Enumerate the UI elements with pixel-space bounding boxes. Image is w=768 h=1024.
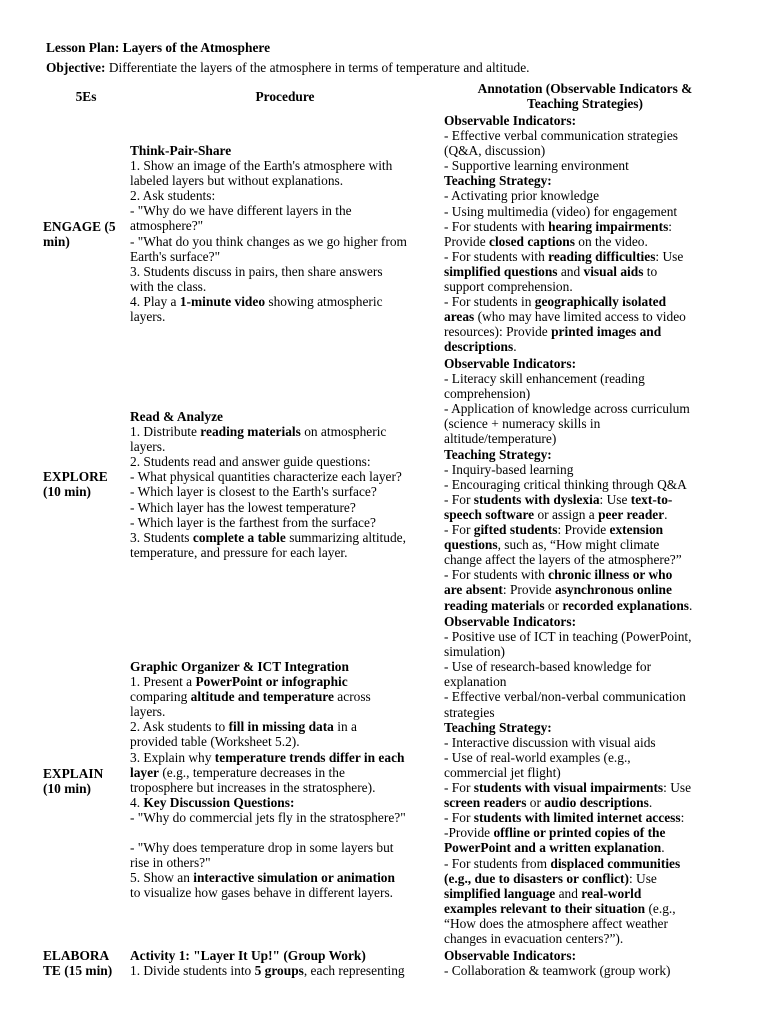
annotation-line xyxy=(444,522,727,537)
procedure-text: 2. Ask students: xyxy=(130,188,216,204)
objective-text: Differentiate the layers of the atmosphere in terms of temperature and altitude. xyxy=(108,60,530,75)
procedure-text: layer xyxy=(130,764,159,780)
annotation-text: descriptions xyxy=(444,339,514,355)
annotation-text: offline or printed copies of the xyxy=(493,825,666,841)
procedure-text: labeled layers but without explanations. xyxy=(130,173,344,189)
annotation-line xyxy=(444,840,727,855)
page-title: Lesson Plan: Layers of the Atmosphere xyxy=(46,40,271,55)
annotation-text: strategies xyxy=(444,704,495,720)
annotation-text: - For students with xyxy=(444,567,549,583)
annotation-line xyxy=(444,750,727,765)
annotation-text: are absent xyxy=(444,582,503,598)
annotation-text: and xyxy=(555,885,582,901)
annotation-line xyxy=(444,173,727,188)
procedure-line xyxy=(130,158,442,173)
annotation-text: : Use xyxy=(628,870,657,886)
procedure-line xyxy=(130,855,442,870)
annotation-line xyxy=(444,948,727,963)
procedure-text: 3. Students xyxy=(130,529,193,545)
annotation-text: - Encouraging critical thinking through Q&A xyxy=(444,476,687,492)
annotation-text: - Collaboration & teamwork (group work) xyxy=(444,963,671,979)
procedure-line xyxy=(130,719,442,734)
annotation-text: gifted students xyxy=(473,522,558,538)
annotation-text: to xyxy=(643,263,658,279)
procedure-line xyxy=(130,500,442,515)
annotation-line xyxy=(444,916,727,931)
procedure-text: to visualize how gases behave in different layers. xyxy=(130,885,394,901)
procedure-text: - "What do you think changes as we go higher from xyxy=(130,233,407,249)
annotation-text: Observable Indicators: xyxy=(444,356,577,371)
annotation-text: Teaching Strategy: xyxy=(444,719,552,735)
procedure-text: Activity 1: "Layer It Up!" (Group Work) xyxy=(130,948,366,963)
annotation-text: . xyxy=(648,795,653,811)
annotation-line xyxy=(444,582,727,597)
header-5es: 5Es xyxy=(75,89,97,104)
annotation-text: and xyxy=(557,263,584,279)
procedure-line xyxy=(130,264,442,279)
header-annotation xyxy=(444,81,726,111)
procedure-text: 1. Present a xyxy=(130,674,196,690)
annotation-text: - For xyxy=(444,780,474,796)
procedure-text: layers. xyxy=(130,309,166,325)
procedure-text: - What physical quantities characterize each layer? xyxy=(130,469,402,485)
annotation-text: changes in evacuation centers?”). xyxy=(444,930,624,946)
phase-label xyxy=(43,469,127,499)
annotation-text: Teaching Strategy: xyxy=(444,173,552,189)
procedure-line xyxy=(130,765,442,780)
procedure-line xyxy=(130,885,442,900)
annotation-line xyxy=(444,825,727,840)
procedure-text: 3. Explain why xyxy=(130,749,215,765)
annotation-text: displaced communities xyxy=(550,855,681,871)
annotation-text: text-to- xyxy=(630,491,673,507)
header-annotation-line1: Annotation (Observable Indicators & xyxy=(477,81,693,96)
annotation-text: simplified questions xyxy=(444,263,558,279)
annotation-text: resources): Provide xyxy=(444,324,552,340)
procedure-line xyxy=(130,143,442,158)
annotation-text: real-world xyxy=(581,885,642,901)
annotation-line xyxy=(444,614,727,629)
annotation-line xyxy=(444,644,727,659)
procedure-text: fill in missing data xyxy=(228,719,334,735)
annotation-text: reading difficulties xyxy=(548,248,656,264)
phase-label xyxy=(43,219,127,249)
annotation-line xyxy=(444,158,727,173)
annotation-line xyxy=(444,507,727,522)
annotation-text: questions xyxy=(444,537,498,553)
annotation-text: Observable Indicators: xyxy=(444,614,577,629)
annotation-text: - Effective verbal communication strategies xyxy=(444,128,678,144)
procedure-line xyxy=(130,810,442,825)
annotation-text: simulation) xyxy=(444,644,505,660)
procedure-text: - Which layer is the farthest from the surface? xyxy=(130,514,376,530)
annotation-text: PowerPoint and a written explanation xyxy=(444,840,662,856)
annotation-text: printed images and xyxy=(551,324,662,340)
procedure-line xyxy=(130,515,442,530)
annotation-text: commercial jet flight) xyxy=(444,764,561,780)
annotation-text: students with limited internet access xyxy=(473,810,681,826)
annotation-text: - For xyxy=(444,491,474,507)
procedure-text: 1. Distribute xyxy=(130,424,201,440)
procedure-text: rise in others?" xyxy=(130,855,211,871)
annotation-line xyxy=(444,386,727,401)
annotation-text: or xyxy=(526,795,545,811)
procedure-text: provided table (Worksheet 5.2). xyxy=(130,734,300,750)
procedure-line xyxy=(130,780,442,795)
annotation-text: or assign a xyxy=(534,506,599,522)
annotation-text: support comprehension. xyxy=(444,279,573,295)
procedure-line xyxy=(130,439,442,454)
procedure-cell xyxy=(130,948,442,978)
annotation-text: students with visual impairments xyxy=(473,780,664,796)
annotation-text: altitude/temperature) xyxy=(444,431,557,447)
procedure-line xyxy=(130,188,442,203)
annotation-text: (e.g., due to disasters or conflict) xyxy=(444,870,629,886)
annotation-line xyxy=(444,324,727,339)
procedure-text: 1. Divide students into xyxy=(130,963,255,979)
annotation-line xyxy=(444,447,727,462)
procedure-text: - Which layer is closest to the Earth's surface? xyxy=(130,484,377,500)
procedure-text: across xyxy=(333,689,371,705)
annotation-text: -Provide xyxy=(444,825,494,841)
annotation-line xyxy=(444,492,727,507)
procedure-line xyxy=(130,294,442,309)
annotation-line xyxy=(444,309,727,324)
procedure-text: comparing xyxy=(130,689,191,705)
annotation-text: (e.g., xyxy=(645,900,676,916)
procedure-line xyxy=(130,825,442,840)
phase-line: (10 min) xyxy=(43,781,91,797)
annotation-line xyxy=(444,629,727,644)
annotation-text: : Provide xyxy=(502,582,555,598)
procedure-text: 5 groups xyxy=(254,963,304,979)
phase-label xyxy=(43,766,127,796)
procedure-line xyxy=(130,484,442,499)
procedure-line xyxy=(130,424,442,439)
annotation-line xyxy=(444,128,727,143)
annotation-line xyxy=(444,856,727,871)
procedure-text: temperature, and pressure for each layer. xyxy=(130,544,348,560)
procedure-text: layers. xyxy=(130,439,166,455)
procedure-text: - "Why do commercial jets fly in the stratosphere?" xyxy=(130,809,406,825)
annotation-text: peer reader xyxy=(598,506,665,522)
annotation-line xyxy=(444,780,727,795)
annotation-text: - Interactive discussion with visual aids xyxy=(444,734,656,750)
annotation-line xyxy=(444,537,727,552)
annotation-text: (science + numeracy skills in xyxy=(444,416,601,432)
annotation-text: : xyxy=(668,218,673,234)
procedure-line xyxy=(130,704,442,719)
annotation-text: - For xyxy=(444,522,474,538)
header-annotation-line2: Teaching Strategies) xyxy=(527,96,643,112)
annotation-line xyxy=(444,963,727,978)
annotation-text: - For students with xyxy=(444,218,549,234)
annotation-text: - Literacy skill enhancement (reading xyxy=(444,371,645,387)
annotation-text: - For students with xyxy=(444,248,549,264)
phase-line: ENGAGE (5 xyxy=(43,219,116,234)
annotation-text: students with dyslexia xyxy=(473,491,600,507)
procedure-text: complete a table xyxy=(192,529,286,545)
annotation-line xyxy=(444,416,727,431)
annotation-line xyxy=(444,795,727,810)
procedure-text: interactive simulation or animation xyxy=(193,870,395,886)
annotation-text: chronic illness or who xyxy=(548,567,673,583)
phase-line: TE (15 min) xyxy=(43,963,113,979)
annotation-text: Teaching Strategy: xyxy=(444,446,552,462)
procedure-text: Graphic Organizer & ICT Integration xyxy=(130,659,349,674)
annotation-text: asynchronous online xyxy=(554,582,672,598)
objective xyxy=(46,60,530,75)
annotation-text: geographically isolated xyxy=(534,294,667,310)
annotation-line xyxy=(444,234,727,249)
annotation-text: examples relevant to their situation xyxy=(444,900,646,916)
procedure-text: layers. xyxy=(130,704,166,720)
procedure-line xyxy=(130,203,442,218)
annotation-text: - Use of real-world examples (e.g., xyxy=(444,749,631,765)
phase-line: (10 min) xyxy=(43,484,91,500)
annotation-text: : Use xyxy=(663,780,692,796)
procedure-text: 2. Ask students to xyxy=(130,719,229,735)
annotation-line xyxy=(444,931,727,946)
procedure-line xyxy=(130,545,442,560)
procedure-text: reading materials xyxy=(200,424,301,440)
procedure-line xyxy=(130,948,442,963)
annotation-line xyxy=(444,735,727,750)
procedure-text: 2. Students read and answer guide questions: xyxy=(130,454,371,470)
annotation-text: Observable Indicators: xyxy=(444,948,577,963)
procedure-text: - Which layer has the lowest temperature? xyxy=(130,499,356,515)
procedure-line xyxy=(130,689,442,704)
annotation-text: - Effective verbal/non-verbal communication xyxy=(444,689,686,705)
annotation-text: explanation xyxy=(444,674,507,690)
annotation-line xyxy=(444,871,727,886)
procedure-text: 5. Show an xyxy=(130,870,194,886)
phase-line: ELABORA xyxy=(43,948,110,963)
annotation-line xyxy=(444,477,727,492)
annotation-text: - Application of knowledge across curriculum xyxy=(444,401,690,417)
annotation-line xyxy=(444,279,727,294)
annotation-text: hearing impairments xyxy=(548,218,669,234)
procedure-line xyxy=(130,734,442,749)
procedure-text: in a xyxy=(333,719,357,735)
annotation-text: Provide xyxy=(444,233,490,249)
annotation-line xyxy=(444,720,727,735)
annotation-text: “How does the atmosphere affect weather xyxy=(444,915,668,931)
procedure-text: Earth's surface?" xyxy=(130,248,221,264)
procedure-line xyxy=(130,795,442,810)
phase-line: min) xyxy=(43,234,70,250)
annotation-line xyxy=(444,765,727,780)
annotation-text: . xyxy=(513,339,517,355)
annotation-line xyxy=(444,204,727,219)
header-procedure: Procedure xyxy=(255,89,315,104)
procedure-text: Think-Pair-Share xyxy=(130,143,232,158)
annotation-text: - Using multimedia (video) for engagement xyxy=(444,203,678,219)
annotation-text: simplified language xyxy=(444,885,556,901)
procedure-text: with the class. xyxy=(130,278,207,294)
procedure-text: 1-minute video xyxy=(179,293,266,309)
annotation-text: . xyxy=(661,840,665,856)
annotation-text: on the video. xyxy=(574,233,648,249)
annotation-text: reading materials xyxy=(444,597,545,613)
annotation-text: : Provide xyxy=(557,522,610,538)
procedure-line xyxy=(130,530,442,545)
annotation-text: - Positive use of ICT in teaching (PowerPoint, xyxy=(444,629,692,645)
procedure-cell xyxy=(130,659,442,901)
annotation-text: - Use of research-based knowledge for xyxy=(444,659,652,675)
annotation-text: (who may have limited access to video xyxy=(474,309,686,325)
procedure-text: - "Why does temperature drop in some layers but xyxy=(130,840,394,856)
procedure-line xyxy=(130,750,442,765)
annotation-line xyxy=(444,705,727,720)
phase-label xyxy=(43,948,127,978)
annotation-text: . xyxy=(689,597,693,613)
annotation-text: - Activating prior knowledge xyxy=(444,188,600,204)
procedure-text: on atmospheric xyxy=(300,424,387,440)
annotation-cell xyxy=(444,113,727,355)
annotation-text: recorded explanations xyxy=(562,597,689,613)
procedure-line xyxy=(130,469,442,484)
procedure-text: Read & Analyze xyxy=(130,409,223,424)
procedure-line xyxy=(130,454,442,469)
procedure-line xyxy=(130,674,442,689)
annotation-line xyxy=(444,431,727,446)
procedure-text: , each representing xyxy=(303,963,405,979)
annotation-text: speech software xyxy=(444,506,535,522)
annotation-line xyxy=(444,188,727,203)
annotation-line xyxy=(444,264,727,279)
procedure-text: altitude and temperature xyxy=(190,689,334,705)
procedure-text: troposphere but increases in the stratosphere). xyxy=(130,779,376,795)
procedure-line xyxy=(130,409,442,424)
annotation-text: (Q&A, discussion) xyxy=(444,143,546,159)
annotation-line xyxy=(444,113,727,128)
annotation-text: - Supportive learning environment xyxy=(444,158,629,174)
annotation-line xyxy=(444,689,727,704)
procedure-line xyxy=(130,249,442,264)
procedure-cell xyxy=(130,409,442,560)
annotation-line xyxy=(444,886,727,901)
annotation-text: : Use xyxy=(599,491,631,507)
annotation-line xyxy=(444,598,727,613)
annotation-line xyxy=(444,901,727,916)
procedure-line xyxy=(130,840,442,855)
procedure-line xyxy=(130,963,442,978)
annotation-text: : Use xyxy=(655,248,684,264)
annotation-text: - For students from xyxy=(444,855,551,871)
annotation-line xyxy=(444,401,727,416)
procedure-line xyxy=(130,870,442,885)
annotation-text: audio descriptions xyxy=(544,795,649,811)
annotation-text: - For students in xyxy=(444,294,535,310)
procedure-text: 1. Show an image of the Earth's atmosphere with xyxy=(130,158,393,174)
annotation-line xyxy=(444,339,727,354)
procedure-text: showing atmospheric xyxy=(265,293,383,309)
annotation-text: comprehension) xyxy=(444,386,531,402)
annotation-line xyxy=(444,294,727,309)
annotation-text: . xyxy=(664,506,668,522)
annotation-line xyxy=(444,552,727,567)
annotation-cell xyxy=(444,948,727,978)
annotation-cell xyxy=(444,356,727,613)
procedure-line xyxy=(130,218,442,233)
annotation-line xyxy=(444,810,727,825)
phase-line: EXPLORE xyxy=(43,469,108,484)
annotation-text: screen readers xyxy=(444,795,527,811)
procedure-line xyxy=(130,234,442,249)
annotation-text: or xyxy=(544,597,563,613)
annotation-line xyxy=(444,219,727,234)
procedure-line xyxy=(130,659,442,674)
annotation-text: change affect the layers of the atmosphere?” xyxy=(444,552,682,568)
annotation-text: - For xyxy=(444,810,474,826)
annotation-line xyxy=(444,371,727,386)
procedure-line xyxy=(130,309,442,324)
procedure-text: atmosphere?" xyxy=(130,218,204,234)
annotation-text: areas xyxy=(444,309,475,325)
procedure-text: 4. xyxy=(130,794,144,810)
annotation-line xyxy=(444,462,727,477)
annotation-line xyxy=(444,249,727,264)
procedure-text: 4. Play a xyxy=(130,293,180,309)
procedure-text: PowerPoint or infographic xyxy=(195,674,348,690)
annotation-line xyxy=(444,567,727,582)
procedure-text: temperature trends differ in each xyxy=(214,749,405,765)
annotation-line xyxy=(444,356,727,371)
annotation-text: closed captions xyxy=(489,233,575,249)
procedure-text: 3. Students discuss in pairs, then share answers xyxy=(130,263,383,279)
phase-line: EXPLAIN xyxy=(43,766,104,781)
annotation-text: , such as, “How might climate xyxy=(497,537,660,553)
annotation-text: Observable Indicators: xyxy=(444,113,577,128)
annotation-text: extension xyxy=(609,522,664,538)
annotation-text: visual aids xyxy=(583,263,644,279)
procedure-text: Key Discussion Questions: xyxy=(143,794,295,810)
annotation-text: : xyxy=(680,810,685,826)
annotation-line xyxy=(444,143,727,158)
annotation-text: - Inquiry-based learning xyxy=(444,461,574,477)
procedure-line xyxy=(130,279,442,294)
annotation-cell xyxy=(444,614,727,946)
objective-label: Objective: xyxy=(46,60,106,75)
procedure-text: - "Why do we have different layers in the xyxy=(130,203,352,219)
procedure-line xyxy=(130,173,442,188)
procedure-text: summarizing altitude, xyxy=(285,529,406,545)
annotation-line xyxy=(444,674,727,689)
procedure-cell xyxy=(130,143,442,324)
procedure-text: (e.g., temperature decreases in the xyxy=(159,764,345,780)
annotation-line xyxy=(444,659,727,674)
